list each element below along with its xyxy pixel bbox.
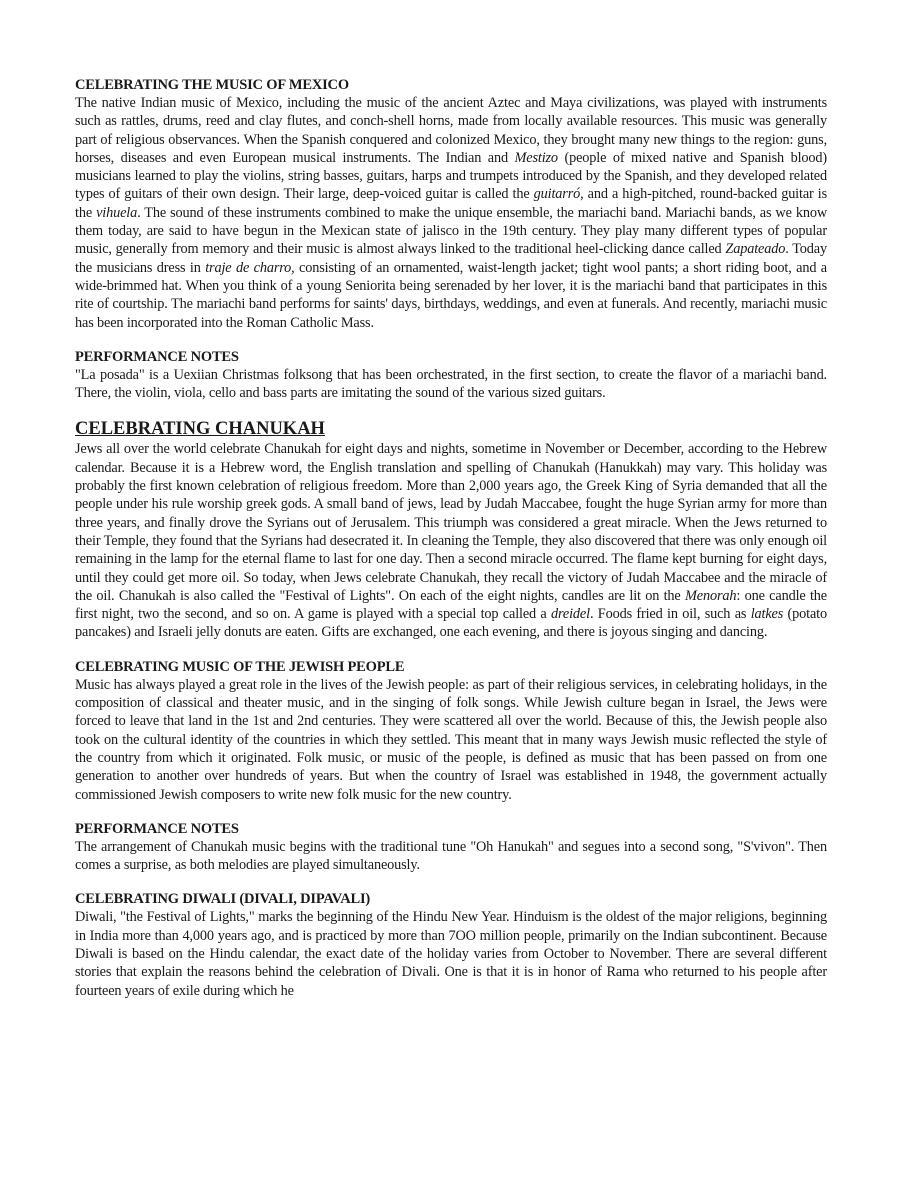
section-music-of-jewish-people: [75, 658, 827, 804]
section-heading: PERFORMANCE NOTES: [75, 820, 239, 837]
section-paragraph: Jews all over the world celebrate Chanukah for eight days and nights, sometime in November or December, according to the Hebrew calendar. Because it is a Hebrew word, the English translation and spelling of Chanukah (Hanukkah) may vary. This holiday was probably the first known celebration of religious freedom. More than 2,000 years ago, the Greek King of Syria demanded that all the people under his rule worship greek gods. A small band of jews, lead by Judah Maccabee, fought the huge Syrian army for more than three years, and finally drove the Syrians out of Jerusalem. This triumph was considered a great miracle. When the Jews returned to their Temple, they found that the Syrians had desecrated it. In cleaning the Temple, they also discovered that there was only enough oil remaining in the lamp for the eternal flame to last for one day. Then a second miracle occurred. The flame kept burning for eight days, until they could get more oil. So today, when Jews celebrate Chanukah, they recall the victory of Judah Maccabee and the miracle of the oil. Chanukah is also called the "Festival of Lights". On each of the eight nights, candles are lit on the Menorah: one candle the first night, two the second, and so on. A game is played with a special top called a dreidel. Foods fried in oil, such as latkes (potato pancakes) and Israeli jelly donuts are eaten. Gifts are exchanged, one each evening, and there is joyous singing and dancing.: [75, 441, 827, 641]
section-paragraph: Diwali, "the Festival of Lights," marks the beginning of the Hindu New Year. Hinduism is the oldest of the major religions, beginning in India more than 4,000 years ago, and is practiced by more than 7OO million people, primarily on the Indian subcontinent. Because Diwali is based on the Hindu calendar, the exact date of the holiday varies from October to November. There are several different stories that explain the reasons behind the celebration of Divali. One is that it is in honor of Rama who returned to his people after fourteen years of exile during which he: [75, 909, 827, 999]
italic-term: Zapateado: [725, 241, 786, 258]
section-heading: CELEBRATING DIWALI (DIVALI, DIPAVALI): [75, 891, 371, 908]
section-diwali: [75, 890, 827, 999]
italic-term: traje de charro: [205, 259, 292, 276]
italic-term: vihuela: [96, 204, 138, 221]
italic-term: latkes: [750, 606, 784, 623]
section-music-of-mexico: [75, 76, 827, 332]
section-chanukah: [75, 418, 827, 641]
section-paragraph: The arrangement of Chanukah music begins with the traditional tune "Oh Hanukah" and segues into a second song, "S'vivon". Then comes a surprise, as both melodies are played simultaneously.: [75, 838, 827, 874]
section-heading-large: CELEBRATING CHANUKAH: [75, 419, 325, 440]
italic-term: Mestizo: [514, 149, 558, 166]
italic-term: dreidel: [551, 606, 590, 623]
section-paragraph: Music has always played a great role in the lives of the Jewish people: as part of their religious services, in celebrating holidays, in the composition of classical and theater music, and in the singing of folk songs. While Jewish culture began in Israel, the Jews were forced to leave that land in the 1st and 2nd centuries. They were scattered all over the world. Because of this, the Jewish people also took on the cultural identity of the countries in which they settled. This meant that in many ways Jewish music reflected the style of the country from which it originated. Folk music, or music of the people, is defined as music that has been passed on from one generation to another over hundreds of years. But when the country of Israel was established in 1948, the government actually commissioned Jewish composers to write new folk music for the new country.: [75, 676, 827, 803]
document-page: [75, 76, 827, 1016]
section-heading: CELEBRATING MUSIC OF THE JEWISH PEOPLE: [75, 658, 405, 675]
section-heading: PERFORMANCE NOTES: [75, 348, 239, 365]
section-performance-notes-mexico: [75, 348, 827, 403]
italic-term: guitarró: [533, 186, 581, 203]
section-paragraph: The native Indian music of Mexico, including the music of the ancient Aztec and Maya civilizations, was played with instruments such as rattles, drums, reed and clay flutes, and conch-shell horns, made from locally available resources. This music was generally part of religious observances. When the Spanish conquered and colonized Mexico, they brought many new things to the region: guns, horses, diseases and even European musical instruments. The Indian and Mestizo (people of mixed native and Spanish blood) musicians learned to play the violins, string basses, guitars, harps and trumpets introduced by the Spanish, and they developed related types of guitars of their own design. Their large, deep-voiced guitar is called the guitarró, and a high-pitched, round-backed guitar is the vihuela. The sound of these instruments combined to make the unique ensemble, the mariachi band. Mariachi bands, as we know them today, are said to have begun in the Mexican state of jalisco in the 19th century. They play many different types of popular music, generally from memory and their music is almost always linked to the traditional heel-clicking dance called Zapateado. Today the musicians dress in traje de charro, consisting of an ornamented, waist-length jacket; tight wool pants; a short riding boot, and a wide-brimmed hat. When you think of a young Seniorita being serenaded by her lover, it is the mariachi band that participates in this rite of courtship. The mariachi band performs for saints' days, birthdays, weddings, and even at funerals. And recently, mariachi music has been incorporated into the Roman Catholic Mass.: [75, 95, 827, 331]
section-paragraph: "La posada" is a Uexiian Christmas folksong that has been orchestrated, in the first section, to create the flavor of a mariachi band. There, the violin, viola, cello and bass parts are imitating the sound of the various sized guitars.: [75, 366, 827, 402]
italic-term: Menorah: [685, 587, 737, 604]
section-performance-notes-chanukah: [75, 820, 827, 875]
section-heading: CELEBRATING THE MUSIC OF MEXICO: [75, 77, 349, 93]
